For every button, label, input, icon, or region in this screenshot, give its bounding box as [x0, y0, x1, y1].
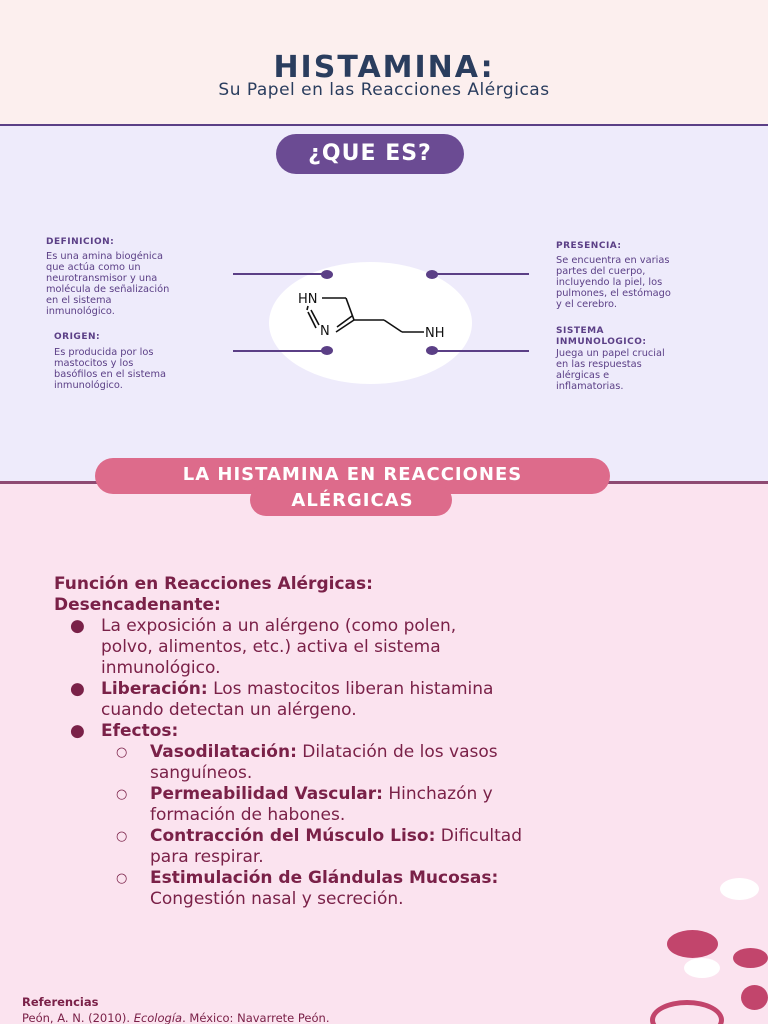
presencia-label: PRESENCIA:: [556, 241, 622, 251]
decor-circle: [667, 930, 718, 958]
header: [0, 0, 768, 124]
referencias-label: Referencias: [22, 995, 99, 1009]
molecule-hn-label: HN: [298, 292, 318, 307]
presencia-text: Se encuentra en varias partes del cuerpo, incluyendo la piel, los pulmones, el estómago y el cerebro.: [556, 255, 671, 310]
circle-bullet-icon: ○: [116, 787, 128, 802]
origen-block: [54, 332, 166, 391]
decor-circle: [733, 948, 768, 968]
effect-contraccion: ○ Contracción del Músculo Liso: Dificultad para respirar.: [116, 826, 523, 867]
desencadenante-heading: Desencadenante:: [54, 595, 221, 615]
circle-bullet-icon: ○: [116, 829, 128, 844]
histamine-molecule-icon: [294, 284, 484, 354]
reacciones-content: [54, 574, 754, 910]
decor-circle: [720, 878, 759, 900]
sistema-block: [556, 326, 665, 392]
circle-bullet-icon: ○: [116, 871, 128, 886]
molecule-nh-label: NH: [425, 326, 445, 341]
circle-bullet-icon: ○: [116, 745, 128, 760]
bullet-dot-icon: ●: [70, 679, 85, 699]
referencias: [22, 995, 330, 1024]
molecule-n-label: N: [320, 324, 330, 339]
que-es-pill: ¿QUE ES?: [276, 134, 464, 174]
presencia-block: [556, 241, 671, 310]
decor-circle: [684, 958, 720, 978]
sistema-label: SISTEMA INMUNOLOGICO:: [556, 326, 647, 347]
effect-vasodilatacion: ○ Vasodilatación: Dilatación de los vasos sanguíneos.: [116, 742, 498, 783]
definicion-text: Es una amina biogénica que actúa como un neurotransmisor y una molécula de señalización en el sistema inmunológico.: [46, 251, 170, 317]
decor-ring: [650, 1000, 724, 1024]
decor-circle: [741, 985, 768, 1010]
referencia-item: Peón, A. N. (2010). Ecología. México: Navarrete Peón.: [22, 1011, 330, 1024]
bullet-liberacion: ● Liberación: Los mastocitos liberan histamina cuando detectan un alérgeno.: [70, 679, 494, 720]
definicion-block: [46, 237, 169, 317]
page-subtitle: Su Papel en las Reacciones Alérgicas: [218, 80, 550, 100]
page-title: HISTAMINA:: [273, 50, 495, 85]
origen-label: ORIGEN:: [54, 332, 101, 342]
effect-permeabilidad: ○ Permeabilidad Vascular: Hinchazón y formación de habones.: [116, 784, 493, 825]
bullet-dot-icon: ●: [70, 721, 85, 741]
reacciones-title: LA HISTAMINA EN REACCIONES ALÉRGICAS: [182, 464, 523, 511]
bullet-dot-icon: ●: [70, 616, 85, 636]
sistema-text: Juega un papel crucial en las respuestas alérgicas e inflamatorias.: [556, 348, 665, 392]
funcion-heading: Función en Reacciones Alérgicas:: [54, 574, 373, 594]
bullet-exposicion: ● La exposición a un alérgeno (como polen, polvo, alimentos, etc.) activa el sistema inmunológico.: [70, 616, 457, 678]
effect-estimulacion: ○ Estimulación de Glándulas Mucosas: Congestión nasal y secreción.: [116, 868, 499, 909]
bullet-efectos: ● Efectos:: [70, 721, 179, 741]
definicion-label: DEFINICION:: [46, 237, 115, 247]
origen-text: Es producida por los mastocitos y los basófilos en el sistema inmunológico.: [54, 347, 166, 391]
